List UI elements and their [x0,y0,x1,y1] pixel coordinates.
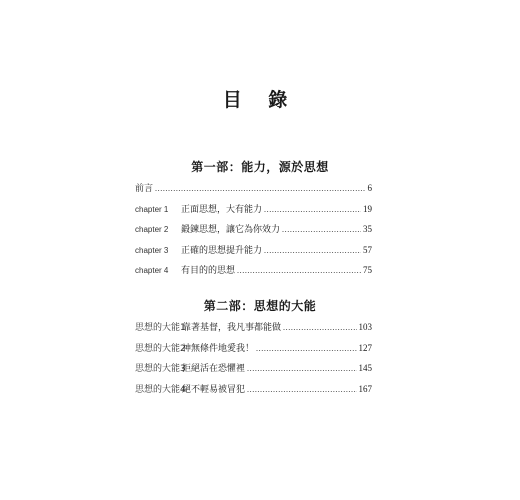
toc-entry-page: 57 [363,244,372,255]
toc-entry-chapter-2[interactable] [135,222,372,243]
toc-entry-page: 75 [363,265,372,275]
dot-leader [247,364,356,373]
toc-entry-label: chapter 4 [135,266,169,275]
toc-entry-title: 拒絕活在恐懼裡 [182,364,246,374]
toc-entry-label: 思想的大能1 [135,323,186,333]
toc-entry-chapter-3[interactable] [135,243,372,264]
toc-entry-label: 思想的大能4 [135,384,186,395]
toc-entry-title: 靠著基督，我凡事都能做 [182,323,282,333]
toc-entry-label: chapter 3 [135,245,169,255]
dot-leader [247,385,356,394]
toc-entry-title: 絕不輕易被冒犯 [182,384,246,395]
toc-entry-title: 有目的的思想 [181,266,236,276]
toc-entry-title: 神無條件地愛我！ [182,343,255,354]
toc-entry-page: 145 [358,363,372,373]
dot-leader [256,344,356,353]
dot-leader [155,184,365,193]
part-1-title: 第一部：能力，源於思想 [191,160,329,174]
toc-entry-chapter-4[interactable] [135,263,372,284]
part-1-list [135,181,372,284]
part-2-list [135,320,372,402]
toc-entry-power-3[interactable] [135,361,372,382]
toc-entry-preface[interactable] [135,181,372,202]
toc-entry-title: 正面思想，大有能力 [181,204,263,215]
toc-entry-power-1[interactable] [135,320,372,341]
dot-leader [237,266,361,275]
toc-entry-title: 正確的思想提升能力 [181,245,263,256]
toc-entry-page: 35 [363,224,372,234]
toc-entry-label: 思想的大能2 [135,343,186,354]
toc-entry-page: 127 [358,342,372,353]
page-title: 目 錄 [222,89,298,111]
toc-entry-title: 前言 [135,184,154,194]
toc-entry-label: 思想的大能3 [135,364,186,374]
dot-leader [282,225,361,234]
part-2-title: 第二部：思想的大能 [203,299,317,313]
toc-entry-label: chapter 2 [135,225,169,234]
toc-entry-power-4[interactable] [135,382,372,403]
toc-entry-page: 103 [358,322,372,332]
dot-leader [283,323,356,332]
toc-entry-page: 167 [358,383,372,394]
toc-entry-title: 鍛鍊思想，讓它為你效力 [181,225,281,235]
toc-entry-label: chapter 1 [135,204,169,214]
dot-leader [264,246,361,255]
toc-entry-page: 19 [363,203,372,214]
dot-leader [264,205,361,214]
toc-entry-power-2[interactable] [135,341,372,362]
toc-entry-page: 6 [367,183,372,193]
toc-entry-chapter-1[interactable] [135,202,372,223]
